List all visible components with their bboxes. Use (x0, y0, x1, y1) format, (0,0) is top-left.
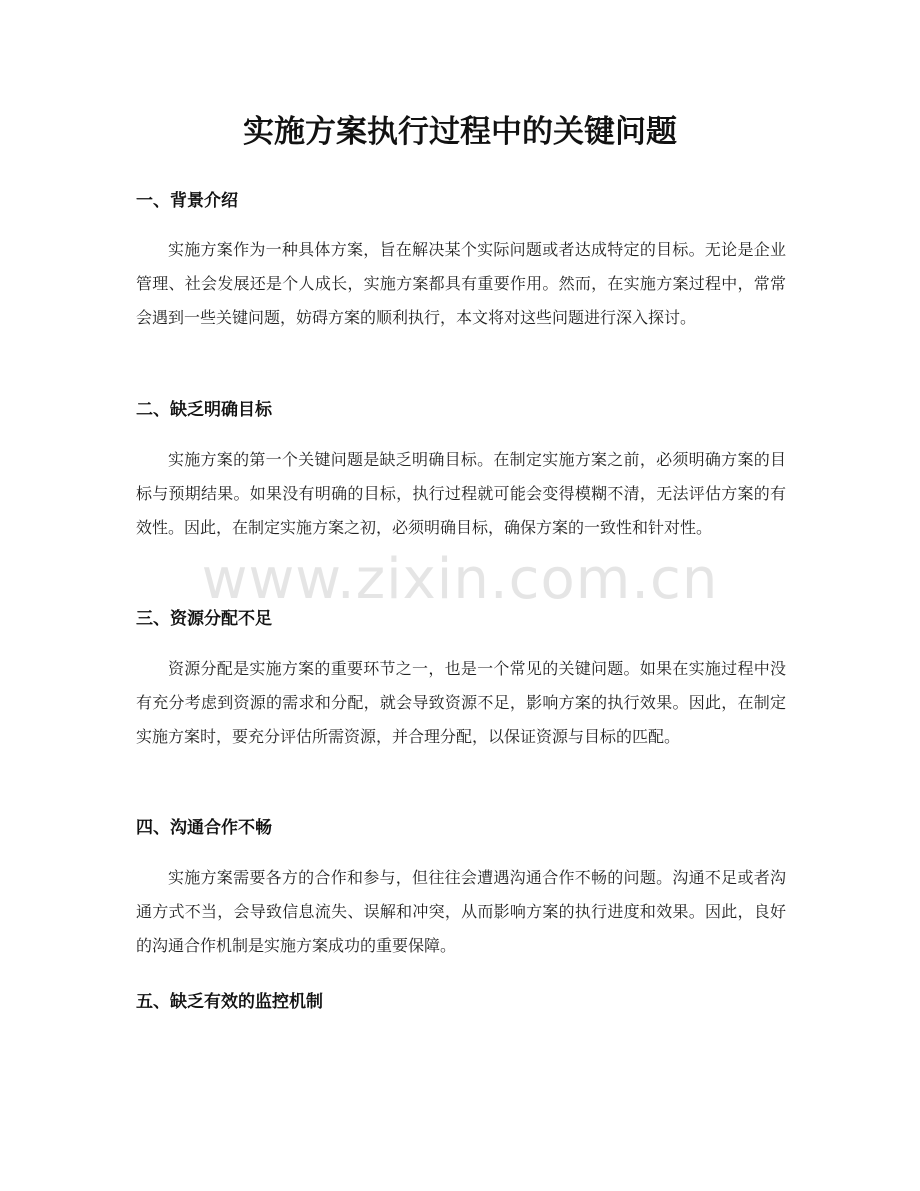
section-heading-background: 一、背景介绍 (136, 191, 238, 211)
document-title: 实施方案执行过程中的关键问题 (243, 114, 677, 150)
section-body-goals: 实施方案的第一个关键问题是缺乏明确目标。在制定实施方案之前，必须明确方案的目标与预期结果。如果没有明确的目标，执行过程就可能会变得模糊不清，无法评估方案的有效性。因此，在制定实施方案之初，必须明确目标，确保方案的一致性和针对性。 (136, 450, 786, 538)
section-body-communication: 实施方案需要各方的合作和参与，但往往会遭遇沟通合作不畅的问题。沟通不足或者沟通方式不当，会导致信息流失、误解和冲突，从而影响方案的执行进度和效果。因此，良好的沟通合作机制是实施方案成功的重要保障。 (136, 868, 786, 956)
section-heading-goals: 二、缺乏明确目标 (136, 400, 272, 420)
section-heading-resources: 三、资源分配不足 (136, 609, 272, 629)
watermark: www.zixin.com.cn (201, 547, 719, 612)
section-body-resources: 资源分配是实施方案的重要环节之一，也是一个常见的关键问题。如果在实施过程中没有充分考虑到资源的需求和分配，就会导致资源不足，影响方案的执行效果。因此，在制定实施方案时，要充分评估所需资源，并合理分配，以保证资源与目标的匹配。 (136, 659, 786, 747)
section-body-background: 实施方案作为一种具体方案，旨在解决某个实际问题或者达成特定的目标。无论是企业管理、社会发展还是个人成长，实施方案都具有重要作用。然而，在实施方案过程中，常常会遇到一些关键问题，妨碍方案的顺利执行，本文将对这些问题进行深入探讨。 (136, 240, 786, 328)
section-heading-communication: 四、沟通合作不畅 (136, 818, 272, 838)
section-heading-monitoring: 五、缺乏有效的监控机制 (136, 992, 323, 1012)
